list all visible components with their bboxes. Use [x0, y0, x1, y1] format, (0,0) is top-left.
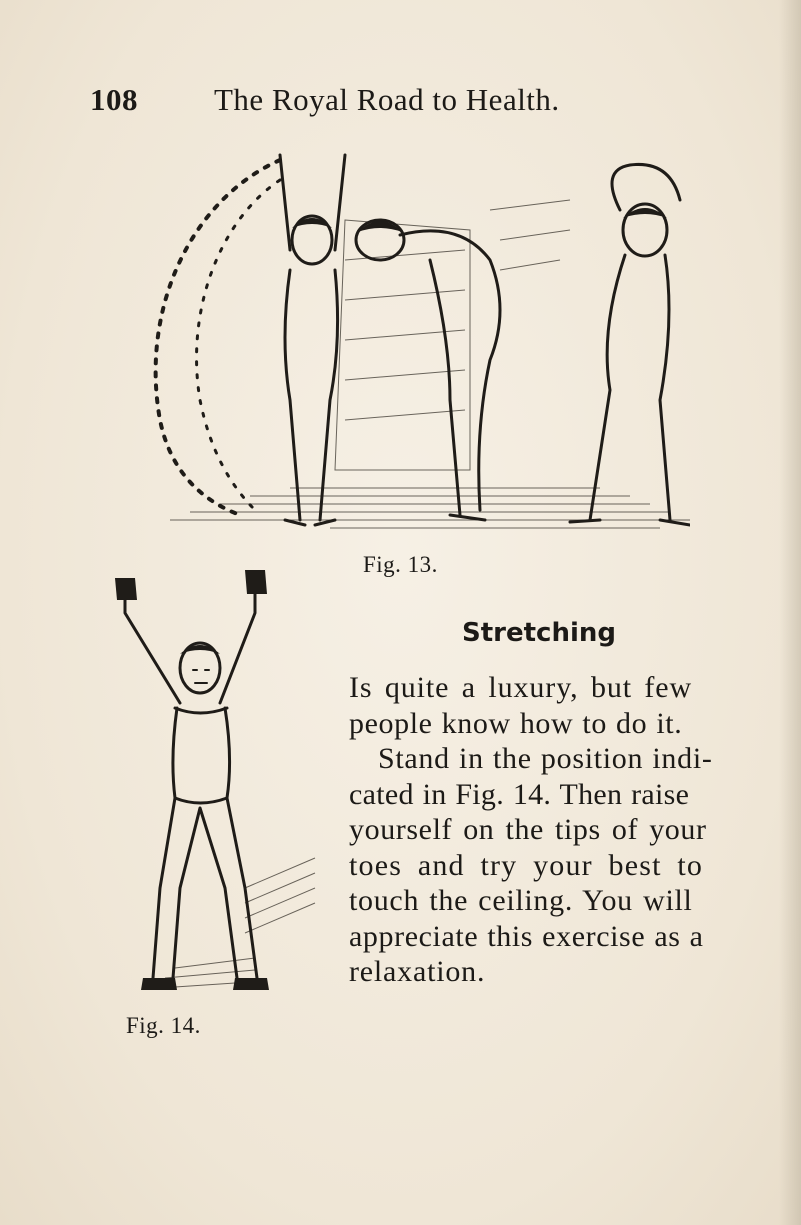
- paragraph-line: yourself on the tips of your: [349, 813, 707, 846]
- paragraph-line: Stand in the position indi-: [378, 742, 713, 775]
- paragraph-line: cated in Fig. 14. Then raise: [349, 777, 690, 811]
- ground-shading: [170, 488, 690, 528]
- figure-bending-back: [356, 220, 500, 520]
- figure-14-caption: Fig. 14.: [126, 1013, 201, 1038]
- man-figure: [115, 570, 269, 990]
- section-title: Stretching: [462, 618, 616, 648]
- figure-13-caption: Fig. 13.: [363, 552, 438, 577]
- paragraph-line: relaxation.: [349, 955, 486, 988]
- paragraph-line: Is quite a luxury, but few: [349, 671, 693, 704]
- paragraph-line: appreciate this exercise as a: [349, 919, 704, 953]
- figure-13-illustration: [130, 140, 690, 550]
- figure-14-illustration: [105, 558, 325, 1013]
- body-paragraph: [349, 670, 744, 1000]
- running-title: The Royal Road to Health.: [214, 82, 560, 117]
- paragraph-line: people know how to do it.: [349, 706, 683, 740]
- page-edge: [779, 0, 801, 1225]
- paragraph-line: toes and try your best to: [349, 848, 704, 882]
- running-head: [90, 82, 730, 122]
- page-number: 108: [90, 82, 138, 117]
- figure-arm-over-head: [570, 164, 690, 525]
- motion-arc-dots: [156, 160, 280, 515]
- paragraph-line: touch the ceiling. You will: [349, 884, 693, 917]
